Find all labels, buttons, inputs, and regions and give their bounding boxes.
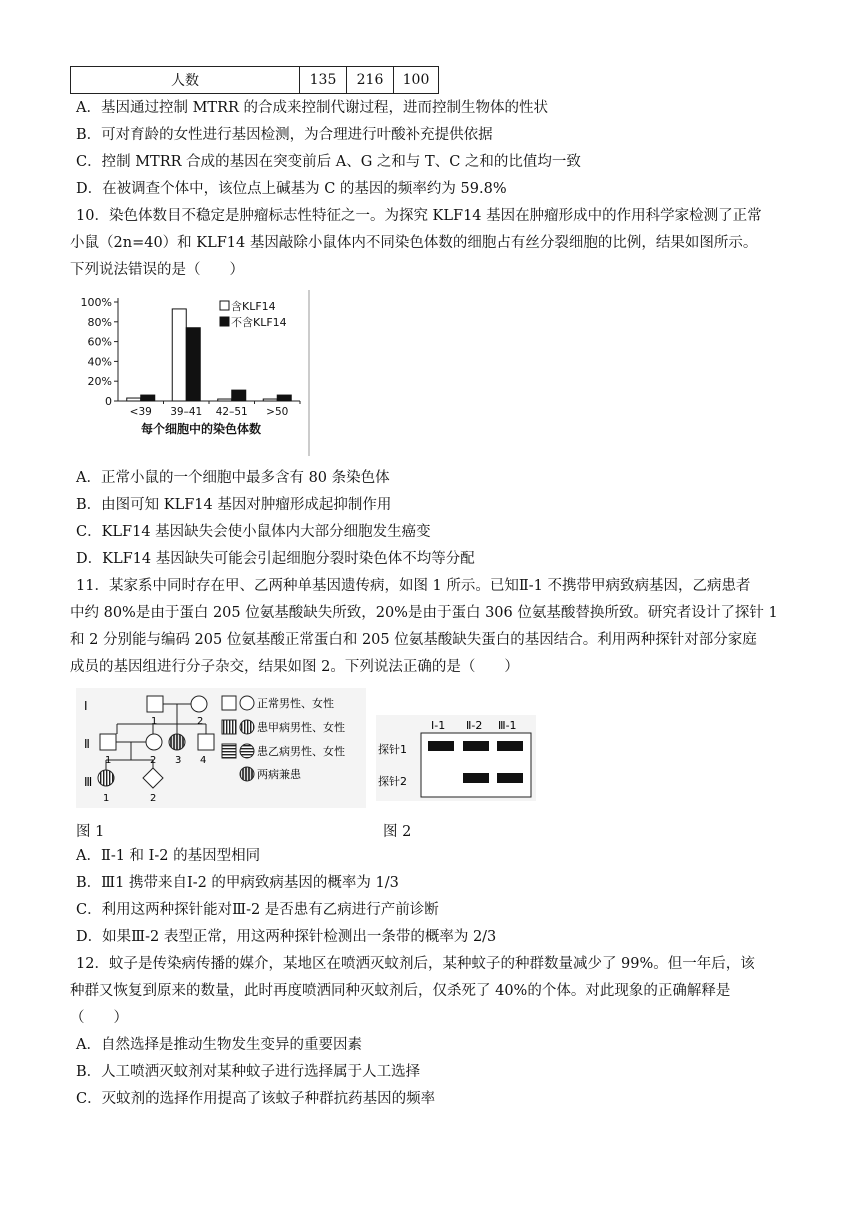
- table-cell: 100: [394, 67, 439, 94]
- legend-swatch: [220, 317, 229, 326]
- y-tick-label: 60%: [87, 335, 112, 349]
- q10-option-c: C．KLF14 基因缺失会使小鼠体内大部分细胞发生癌变: [76, 524, 431, 540]
- x-tick-label: 39–41: [170, 406, 203, 418]
- legend-label: 两病兼患: [257, 768, 301, 781]
- q11-option-d: D．如果Ⅲ-2 表型正常，用这两种探针检测出一条带的概率为 2/3: [76, 929, 497, 945]
- pedigree-female-normal: [146, 734, 162, 750]
- probe-label: 探针1: [378, 743, 407, 756]
- q11-stem-line: 和 2 分别能与编码 205 位氨基酸正常蛋白和 205 位氨基酸缺失蛋白的基因结合。利用两种探针对部分家庭: [70, 632, 757, 648]
- pedigree-number: 2: [150, 793, 157, 804]
- pedigree-male-normal: [198, 734, 214, 750]
- pedigree-number: 2: [197, 716, 204, 727]
- x-tick-label: 42–51: [215, 406, 248, 418]
- probe-blot-figure: [376, 715, 536, 801]
- count-table: [70, 66, 439, 94]
- legend-both-diseases: [240, 767, 254, 781]
- q11-stem-line: 成员的基因组进行分子杂交，结果如图 2。下列说法正确的是（ ）: [70, 659, 519, 675]
- q11-stem-line: 中约 80%是由于蛋白 205 位氨基酸缺失所致，20%是由于蛋白 306 位氨基酸替换所致。研究者设计了探针 1: [70, 605, 778, 621]
- x-axis-title: 每个细胞中的染色体数: [140, 422, 262, 436]
- q11-option-b: B．Ⅲ1 携带来自Ⅰ-2 的甲病致病基因的概率为 1/3: [76, 875, 399, 891]
- table-row-label: 人数: [71, 67, 300, 94]
- blot-lane-label: Ⅰ-1: [431, 719, 446, 732]
- q12-stem-line: （ ）: [70, 1010, 128, 1026]
- q10-stem-line: 下列说法错误的是（ ）: [70, 262, 244, 278]
- table-cell: 135: [300, 67, 347, 94]
- legend-label: 患甲病男性、女性: [257, 721, 345, 734]
- legend-male-disease-a: [222, 720, 236, 734]
- bar-without-klf14: [141, 395, 155, 401]
- pedigree-number: 1: [151, 716, 158, 727]
- legend-label: 患乙病男性、女性: [257, 745, 345, 758]
- x-tick-label: <39: [129, 406, 152, 418]
- generation-label: Ⅱ: [84, 737, 90, 751]
- bar-without-klf14: [232, 390, 246, 401]
- blot-band: [463, 741, 489, 751]
- legend-male-normal: [222, 696, 236, 710]
- pedigree-number: 2: [150, 755, 157, 766]
- y-tick-label: 0: [105, 395, 112, 408]
- pedigree-number: 4: [200, 755, 207, 766]
- q10-stem-line: 小鼠（2n=40）和 KLF14 基因敲除小鼠体内不同染色体数的细胞占有丝分裂细胞的比例，结果如图所示。: [70, 235, 758, 251]
- blot-band: [497, 741, 523, 751]
- pedigree-female-both-diseases: [169, 734, 185, 750]
- chromosome-bar-chart: [70, 288, 320, 458]
- blot-lane-label: Ⅲ-1: [498, 719, 517, 732]
- q10-option-b: B．由图可知 KLF14 基因对肿瘤形成起抑制作用: [76, 497, 392, 513]
- blot-lane-label: Ⅱ-2: [466, 719, 483, 732]
- legend-female-disease-a: [240, 720, 254, 734]
- blot-band: [428, 741, 454, 751]
- pedigree-number: 3: [175, 755, 182, 766]
- pedigree-figure: [76, 688, 366, 808]
- q12-option-b: B．人工喷洒灭蚊剂对某种蚊子进行选择属于人工选择: [76, 1064, 421, 1080]
- legend-label: 不含KLF14: [231, 316, 287, 329]
- q11-option-c: C．利用这两种探针能对Ⅲ-2 是否患有乙病进行产前诊断: [76, 902, 439, 918]
- pedigree-number: 1: [105, 755, 112, 766]
- legend-female-normal: [240, 696, 254, 710]
- q10-option-d: D．KLF14 基因缺失可能会引起细胞分裂时染色体不均等分配: [76, 551, 475, 567]
- q9-option-d: D．在被调查个体中，该位点上碱基为 C 的基因的频率约为 59.8%: [76, 181, 507, 197]
- legend-label: 正常男性、女性: [257, 697, 334, 710]
- pedigree-male-normal: [147, 696, 163, 712]
- bar-with-klf14: [263, 399, 277, 401]
- pedigree-male-normal: [100, 734, 116, 750]
- q12-stem-line: 12．蚊子是传染病传播的媒介，某地区在喷洒灭蚊剂后，某种蚊子的种群数量减少了 99%。但一年后，该: [76, 956, 755, 972]
- q11-stem-line: 11．某家系中同时存在甲、乙两种单基因遗传病，如图 1 所示。已知Ⅱ-1 不携带甲病致病基因，乙病患者: [76, 578, 751, 594]
- pedigree-female-disease-a: [98, 770, 114, 786]
- probe-label: 探针2: [378, 775, 407, 788]
- q9-option-c: C．控制 MTRR 合成的基因在突变前后 A、G 之和与 T、C 之和的比值均一致: [76, 154, 581, 170]
- legend-female-disease-b: [240, 744, 254, 758]
- q9-option-a: A．基因通过控制 MTRR 的合成来控制代谢过程，进而控制生物体的性状: [76, 100, 549, 116]
- x-tick-label: >50: [266, 406, 289, 418]
- legend-label: 含KLF14: [231, 300, 276, 313]
- y-tick-label: 40%: [87, 355, 112, 369]
- q9-option-b: B．可对育龄的女性进行基因检测，为合理进行叶酸补充提供依据: [76, 127, 493, 143]
- pedigree-female-normal: [191, 696, 207, 712]
- generation-label: Ⅲ: [84, 775, 93, 789]
- figure-2-caption: 图 2: [383, 824, 412, 840]
- pedigree-number: 1: [103, 793, 110, 804]
- bar-without-klf14: [186, 328, 200, 401]
- table-row: [71, 67, 439, 94]
- y-tick-label: 20%: [87, 375, 112, 389]
- q12-stem-line: 种群又恢复到原来的数量，此时再度喷洒同种灭蚊剂后，仅杀死了 40%的个体。对此现象的正确解释是: [70, 983, 731, 999]
- q12-option-c: C．灭蚊剂的选择作用提高了该蚊子种群抗药基因的频率: [76, 1091, 436, 1107]
- q10-option-a: A．正常小鼠的一个细胞中最多含有 80 条染色体: [76, 470, 390, 486]
- generation-label: Ⅰ: [84, 699, 88, 713]
- table-cell: 216: [347, 67, 394, 94]
- q11-option-a: A．Ⅱ-1 和 I-2 的基因型相同: [76, 848, 261, 864]
- figure-1-caption: 图 1: [76, 824, 105, 840]
- blot-band: [497, 773, 523, 783]
- blot-band: [463, 773, 489, 783]
- bar-with-klf14: [172, 309, 186, 401]
- bar-without-klf14: [277, 395, 291, 401]
- y-tick-label: 100%: [80, 296, 112, 309]
- bar-with-klf14: [218, 399, 232, 401]
- y-tick-label: 80%: [87, 315, 112, 329]
- legend-male-disease-b: [222, 744, 236, 758]
- q12-option-a: A．自然选择是推动生物发生变异的重要因素: [76, 1037, 362, 1053]
- bar-with-klf14: [127, 398, 141, 401]
- q10-stem-line: 10．染色体数目不稳定是肿瘤标志性特征之一。为探究 KLF14 基因在肿瘤形成中的作用科学家检测了正常: [76, 208, 762, 224]
- legend-swatch: [220, 301, 229, 310]
